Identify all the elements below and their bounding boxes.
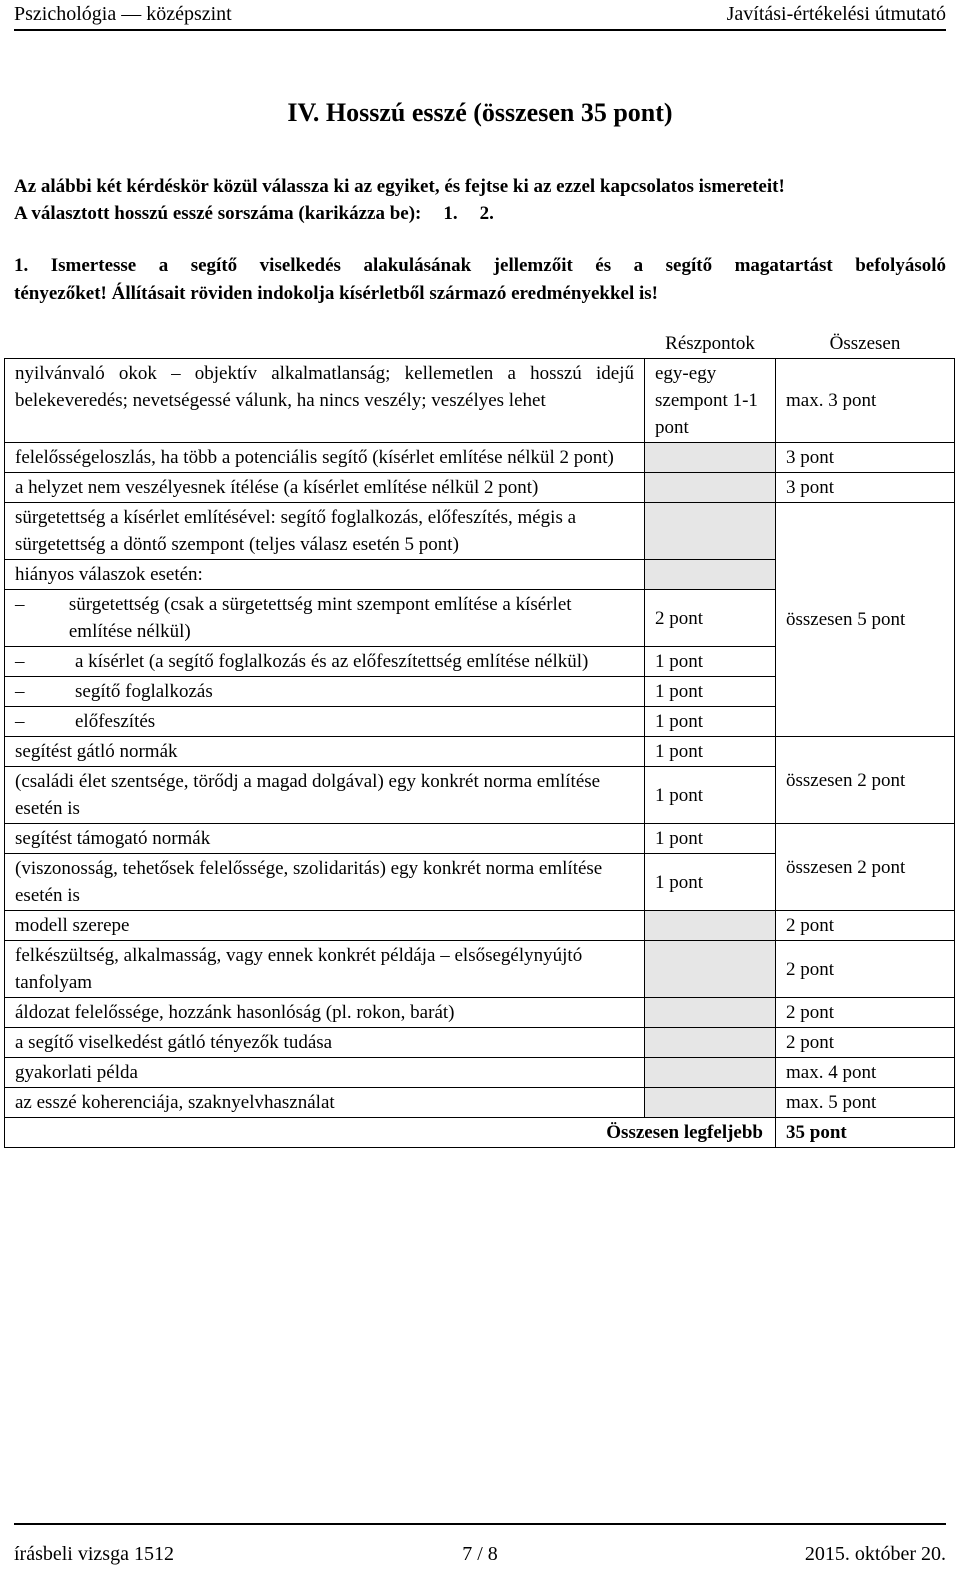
shaded-cell (645, 473, 776, 503)
total-points: összesen 5 pont (776, 503, 955, 737)
header-doc-type: Javítási-értékelési útmutató (726, 3, 946, 25)
shaded-cell (645, 443, 776, 473)
criterion-text: sürgetettség a kísérlet említésével: segítő foglalkozás, előfeszítés, mégis a sürgetettség a döntő szempont (teljes válasz esetén 5 pont) (5, 503, 645, 560)
criterion-text: a segítő viselkedést gátló tényezők tudása (5, 1028, 645, 1058)
table-row (5, 503, 955, 560)
intro-choice-label: A választott hosszú esszé sorszáma (karikázza be): (14, 203, 422, 224)
grand-total-label: Összesen legfeljebb (5, 1118, 776, 1148)
total-points: 2 pont (776, 998, 955, 1028)
page-footer (14, 1523, 946, 1570)
footer-rule (14, 1523, 946, 1525)
criterion-text: segítő foglalkozás (75, 681, 213, 702)
total-points: 3 pont (776, 473, 955, 503)
partial-points: 1 pont (645, 824, 776, 854)
partial-points: egy-egy szempont 1-1 pont (645, 359, 776, 443)
criterion-text: gyakorlati példa (5, 1058, 645, 1088)
dash-marker: – (15, 711, 25, 732)
choice-option-1[interactable]: 1. (443, 203, 458, 224)
table-row (5, 737, 955, 767)
criterion-text: nyilvánvaló okok – objektív alkalmatlanság; kellemetlen a hosszú idejű belekeveredés; nevetségessé válunk, ha nincs veszély; veszélyes lehet (5, 359, 645, 443)
partial-points: 1 pont (645, 707, 776, 737)
footer-exam-id: írásbeli vizsga 1512 (14, 1543, 174, 1565)
shaded-cell (645, 998, 776, 1028)
question-1 (14, 252, 946, 308)
partial-points: 1 pont (645, 767, 776, 824)
criterion-subitem (5, 707, 645, 737)
table-row (5, 998, 955, 1028)
footer-page-number: 7 / 8 (462, 1543, 498, 1565)
criterion-text: az esszé koherenciája, szaknyelvhasználat (5, 1088, 645, 1118)
criterion-text: modell szerepe (5, 911, 645, 941)
intro-line-2 (14, 200, 946, 227)
header-subject: Pszichológia — középszint (14, 3, 232, 25)
intro-line-1: Az alábbi két kérdéskör közül válassza ki az egyiket, és fejtse ki az ezzel kapcsolatos ismereteit! (14, 176, 785, 197)
table-header-row (5, 329, 955, 359)
scoring-table (4, 329, 955, 1148)
table-row (5, 941, 955, 998)
shaded-cell (645, 941, 776, 998)
total-points: max. 4 pont (776, 1058, 955, 1088)
partial-points: 2 pont (645, 590, 776, 647)
table-row (5, 1088, 955, 1118)
table-row (5, 473, 955, 503)
table-row (5, 824, 955, 854)
criterion-text: áldozat felelőssége, hozzánk hasonlóság (pl. rokon, barát) (5, 998, 645, 1028)
table-row (5, 443, 955, 473)
total-points: max. 5 pont (776, 1088, 955, 1118)
total-points: max. 3 pont (776, 359, 955, 443)
total-points: összesen 2 pont (776, 824, 955, 911)
total-points: 2 pont (776, 941, 955, 998)
criterion-subitem (5, 647, 645, 677)
criterion-text: segítést támogató normák (5, 824, 645, 854)
dash-marker: – (15, 651, 25, 672)
criterion-subitem (5, 677, 645, 707)
dash-marker: – (15, 594, 25, 615)
criterion-subitem (5, 590, 645, 647)
criterion-text: (viszonosság, tehetősek felelőssége, szolidaritás) egy konkrét norma említése esetén is (5, 854, 645, 911)
table-row (5, 1028, 955, 1058)
table-row (5, 911, 955, 941)
shaded-cell (645, 1028, 776, 1058)
criterion-text: hiányos válaszok esetén: (5, 560, 645, 590)
total-points: 3 pont (776, 443, 955, 473)
partial-points: 1 pont (645, 854, 776, 911)
table-row (5, 359, 955, 443)
criterion-text: sürgetettség (csak a sürgetettség mint szempont említése a kísérlet említése nélkül) (68, 594, 572, 642)
criterion-text: (családi élet szentsége, törődj a magad dolgával) egy konkrét norma említése esetén is (5, 767, 645, 824)
total-points: összesen 2 pont (776, 737, 955, 824)
grand-total-points: 35 pont (776, 1118, 955, 1148)
intro (14, 173, 946, 227)
shaded-cell (645, 560, 776, 590)
dash-marker: – (15, 681, 25, 702)
criterion-text: felkészültség, alkalmasság, vagy ennek konkrét példája – elsősegélynyújtó tanfolyam (5, 941, 645, 998)
shaded-cell (645, 1088, 776, 1118)
footer-date: 2015. október 20. (804, 1543, 946, 1565)
shaded-cell (645, 1058, 776, 1088)
partial-points: 1 pont (645, 737, 776, 767)
table-total-row (5, 1118, 955, 1148)
header-total-points: Összesen (829, 333, 901, 354)
question-line-1: 1. Ismertesse a segítő viselkedés alakulásának jellemzőit és a segítő magatartást befolyásoló (14, 255, 946, 276)
page-header (14, 0, 946, 32)
criterion-text: felelősségeloszlás, ha több a potenciális segítő (kísérlet említése nélkül 2 pont) (5, 443, 645, 473)
shaded-cell (645, 503, 776, 560)
partial-points: 1 pont (645, 677, 776, 707)
question-line-2: tényezőket! Állításait röviden indokolja kísérletből származó eredményekkel is! (14, 283, 658, 304)
choice-option-2[interactable]: 2. (479, 203, 494, 224)
partial-points: 1 pont (645, 647, 776, 677)
total-points: 2 pont (776, 911, 955, 941)
total-points: 2 pont (776, 1028, 955, 1058)
table-row (5, 1058, 955, 1088)
criterion-text: előfeszítés (75, 711, 156, 732)
section-title: IV. Hosszú esszé (összesen 35 pont) (287, 98, 673, 127)
header-partial-points: Részpontok (665, 333, 755, 354)
criterion-text: a kísérlet (a segítő foglalkozás és az előfeszítettség említése nélkül) (75, 651, 589, 672)
criterion-text: segítést gátló normák (5, 737, 645, 767)
header-rule (14, 29, 946, 31)
shaded-cell (645, 911, 776, 941)
criterion-text: a helyzet nem veszélyesnek ítélése (a kísérlet említése nélkül 2 pont) (5, 473, 645, 503)
